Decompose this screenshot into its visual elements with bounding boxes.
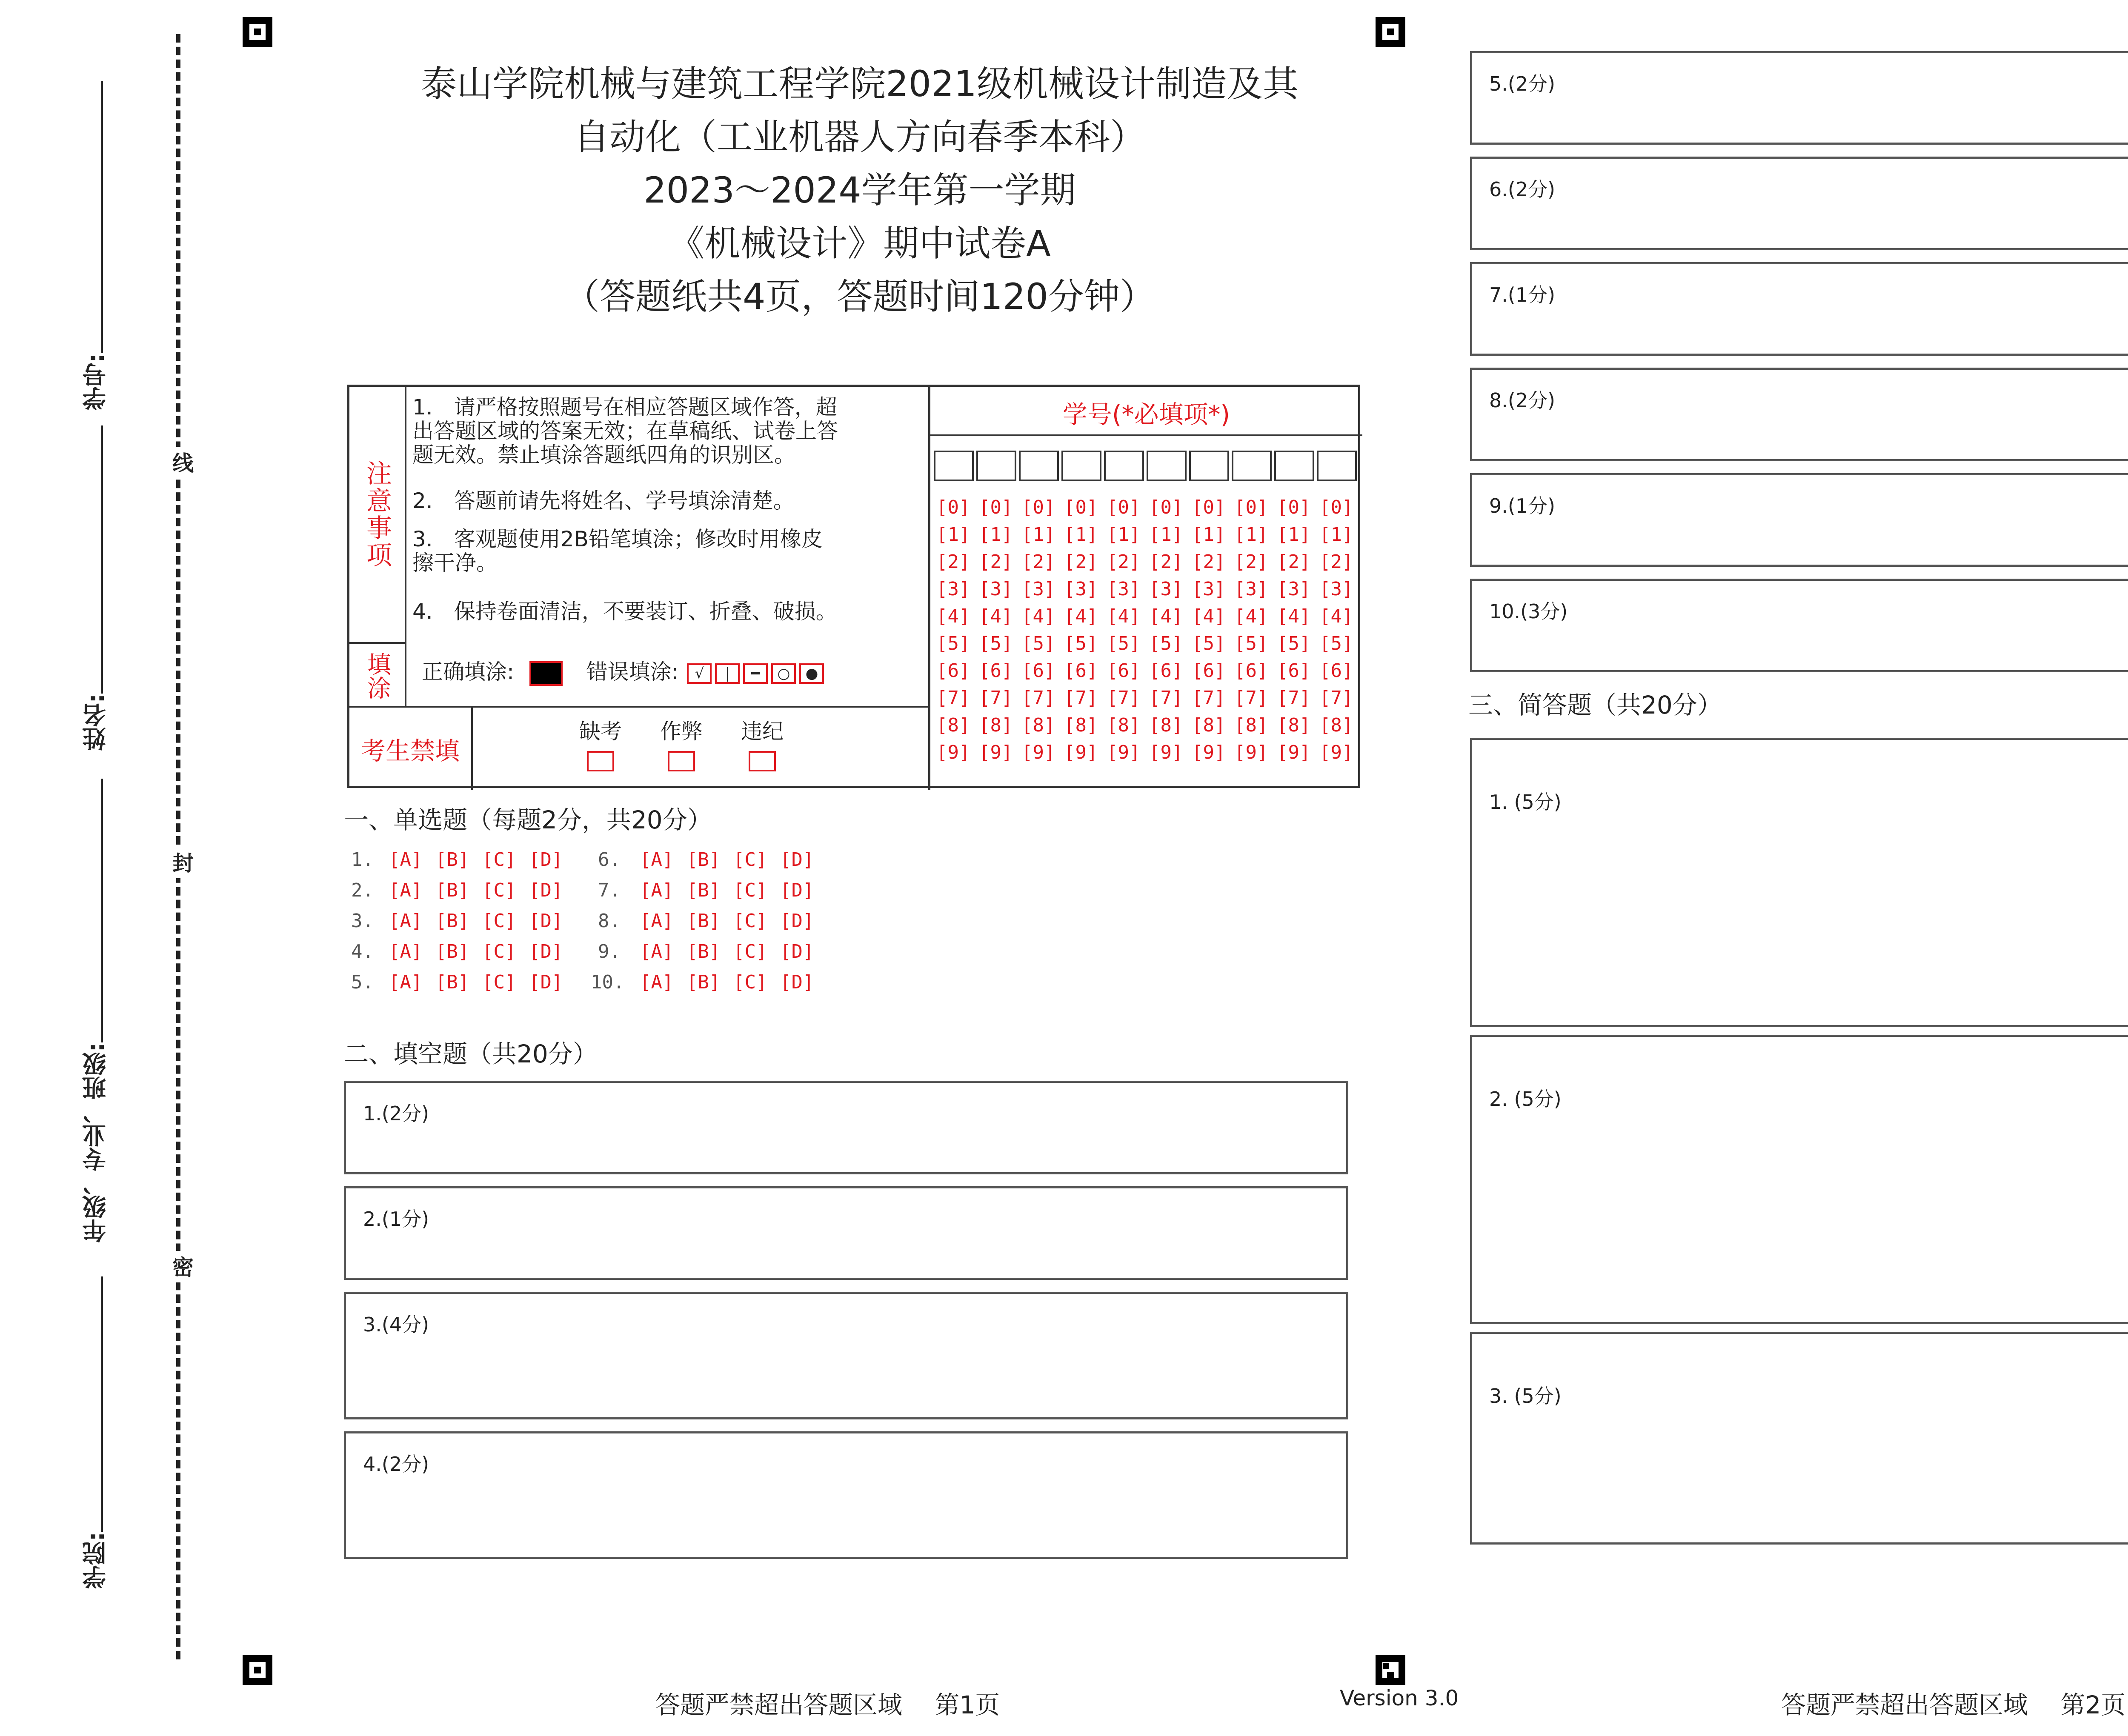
seal-mark-seal: 封 [163,847,199,878]
student-id-bubble[interactable]: [4] [979,605,1013,627]
student-id-bubble[interactable]: [6] [1234,660,1268,682]
ban-checkbox[interactable] [749,751,776,771]
answer-box-label: 8.(2分) [1489,389,1556,412]
choice-bubble[interactable]: [A] [389,910,423,932]
exam-title-line5: （答题纸共4页，答题时间120分钟） [564,276,1156,317]
student-id-bubble[interactable]: [0] [1234,497,1268,518]
choice-bubble[interactable]: [D] [780,971,814,993]
student-id-underline [930,434,1362,436]
choice-bubble[interactable]: [D] [780,879,814,901]
student-id-bubble[interactable]: [0] [1277,497,1311,518]
student-id-bubble[interactable]: [5] [1234,633,1268,654]
fill-example [422,655,826,686]
name-label: 姓名: [82,694,110,751]
student-id-bubble[interactable]: [1] [936,524,970,545]
college-label: 学院: [82,1532,110,1589]
student-id-bubble[interactable]: [1] [1064,524,1098,545]
exam-title-line2: 自动化（工业机器人方向春季本科） [573,116,1146,158]
choice-bubble[interactable]: [A] [389,971,423,993]
student-id-bubble[interactable]: [7] [1107,687,1141,709]
fill-answer-box-9[interactable] [1470,473,2128,567]
choice-bubble[interactable]: [A] [389,849,423,871]
student-id-bubble[interactable]: [2] [1277,551,1311,573]
student-id-bubble[interactable]: [3] [1149,578,1183,600]
exam-title-line3: 2023～2024学年第一学期 [644,169,1076,211]
footer-page2: 答题严禁超出答题区域 第2页 [1781,1690,2126,1719]
student-id-bubble[interactable]: [5] [1064,633,1098,654]
student-id-bubble[interactable]: [0] [1149,497,1183,518]
choice-bubble[interactable]: [B] [435,879,469,901]
student-id-bubble[interactable]: [0] [1107,497,1141,518]
student-id-bubble[interactable]: [0] [936,497,970,518]
choice-bubble[interactable]: [D] [529,910,563,932]
seal-mark-line: 线 [163,447,199,478]
ban-item-label: 违纪 [741,719,784,744]
note-item-1: 1. 请严格按照题号在相应答题区域作答，超出答题区域的答案无效；在草稿纸、试卷上答题无效。禁止填涂答题纸四角的识别区。 [412,395,838,467]
student-id-bubble[interactable]: [8] [1149,714,1183,736]
choice-bubble[interactable]: [C] [733,910,767,932]
student-id-bubble[interactable]: [1] [1149,524,1183,545]
student-id-bubble[interactable]: [3] [1234,578,1268,600]
choice-bubble[interactable]: [C] [482,971,516,993]
student-id-bubble[interactable]: [6] [1319,660,1353,682]
name-line [101,425,103,694]
fill-answer-box-3[interactable] [344,1292,1348,1419]
choice-bubble[interactable]: [B] [435,941,469,962]
student-id-bubble[interactable]: [5] [1319,633,1353,654]
wrong-mark-bar: | [715,663,740,684]
student-id-bubble[interactable]: [9] [1021,742,1055,763]
student-id-bubble[interactable]: [5] [1107,633,1141,654]
student-id-bubble[interactable]: [8] [936,714,970,736]
wrong-mark-dash: ━ [743,663,768,684]
student-id-bubble[interactable]: [0] [1064,497,1098,518]
student-id-bubble[interactable]: [1] [1319,524,1353,545]
choice-bubble[interactable]: [B] [686,971,721,993]
student-id-bubble[interactable]: [8] [1107,714,1141,736]
student-id-bubble[interactable]: [4] [936,605,970,627]
student-id-entry-cell[interactable] [1232,451,1272,481]
student-id-bubble[interactable]: [3] [1277,578,1311,600]
student-id-entry-cell[interactable] [1274,451,1314,481]
student-id-entry-cell[interactable] [976,451,1016,481]
choice-bubble[interactable]: [B] [686,849,721,871]
fill-answer-box-2[interactable] [344,1186,1348,1280]
answer-box-label: 7.(1分) [1489,283,1556,306]
fill-answer-box-5[interactable] [1470,51,2128,145]
student-id-bubble[interactable]: [1] [979,524,1013,545]
question-number: 4. [351,941,374,962]
student-id-entry-cell[interactable] [1061,451,1101,481]
wrong-fill-label: 错误填涂: [586,660,679,684]
ban-item-label: 作弊 [660,719,703,744]
answer-box-label: 5.(2分) [1489,72,1556,95]
student-id-bubble[interactable]: [4] [1021,605,1055,627]
answer-box-label: 3.(4分) [363,1313,429,1336]
answer-box-label: 4.(2分) [363,1453,429,1476]
answer-box-label: 6.(2分) [1489,178,1556,201]
student-id-bubble[interactable]: [3] [1192,578,1226,600]
fill-answer-box-8[interactable] [1470,368,2128,461]
student-id-bubble[interactable]: [8] [1021,714,1055,736]
student-id-bubble[interactable]: [6] [1149,660,1183,682]
note-item-4: 4. 保持卷面清洁，不要装订、折叠、破损。 [412,599,837,624]
student-id-entry-cell[interactable] [1104,451,1144,481]
choice-bubble[interactable]: [A] [389,879,423,901]
wrong-mark-dot: ● [799,663,824,684]
student-id-bubble[interactable]: [7] [1234,687,1268,709]
college-line [101,1276,103,1532]
fill-answer-box-4[interactable] [344,1431,1348,1559]
student-id-entry-cell[interactable] [1019,451,1059,481]
correct-fill-label: 正确填涂: [422,660,514,684]
choice-bubble[interactable]: [D] [529,971,563,993]
student-id-bubble[interactable]: [2] [1192,551,1226,573]
choice-bubble[interactable]: [A] [640,849,674,871]
student-id-bubble[interactable]: [3] [936,578,970,600]
student-id-bubble[interactable]: [7] [1149,687,1183,709]
choice-bubble[interactable]: [A] [640,879,674,901]
question-number: 5. [351,971,374,993]
answer-box-label: 3. (5分) [1489,1385,1562,1408]
section1-heading: 一、单选题（每题2分，共20分） [344,805,712,834]
student-id-bubble[interactable]: [7] [1192,687,1226,709]
student-id-bubble[interactable]: [1] [1234,524,1268,545]
answer-box-label: 10.(3分) [1489,600,1568,623]
choice-bubble[interactable]: [C] [482,941,516,962]
note-item-3: 3. 客观题使用2B铅笔填涂；修改时用橡皮擦干净。 [412,527,823,575]
ban-item-violation [741,714,784,771]
student-id-bubble[interactable]: [0] [1021,497,1055,518]
question-number: 2. [351,879,374,901]
student-id-bubble[interactable]: [5] [1192,633,1226,654]
student-id-bubble[interactable]: [6] [1192,660,1226,682]
student-id-bubble[interactable]: [8] [1234,714,1268,736]
question-number: 9. [598,941,621,962]
student-id-bubble[interactable]: [3] [1107,578,1141,600]
choice-bubble[interactable]: [C] [733,971,767,993]
corner-mark-icon [243,1655,272,1685]
class-label: 年级、专业、班级: [82,1042,110,1243]
answer-box-label: 2.(1分) [363,1208,429,1231]
wrong-mark-circle: ○ [771,663,796,684]
choice-bubble[interactable]: [D] [529,879,563,901]
class-line [101,779,103,1042]
student-id-bubble[interactable]: [5] [1277,633,1311,654]
choice-bubble[interactable]: [A] [640,941,674,962]
student-id-bubble[interactable]: [9] [1149,742,1183,763]
footer-version: Version 3.0 [1340,1686,1459,1710]
note-item-2: 2. 答题前请先将姓名、学号填涂清楚。 [412,488,795,513]
student-id-bubble[interactable]: [9] [979,742,1013,763]
choice-bubble[interactable]: [B] [435,971,469,993]
fill-answer-box-1[interactable] [344,1081,1348,1174]
answer-box-label: 9.(1分) [1489,494,1556,517]
student-id-bubble[interactable]: [9] [1319,742,1353,763]
student-id-bubble[interactable]: [5] [936,633,970,654]
corner-mark-icon [243,17,272,47]
student-id-bubble[interactable]: [2] [1064,551,1098,573]
student-id-bubble[interactable]: [9] [936,742,970,763]
choice-bubble[interactable]: [D] [529,941,563,962]
student-id-label: 学号: [82,353,110,411]
student-id-bubble[interactable]: [7] [1319,687,1353,709]
student-id-bubble[interactable]: [3] [979,578,1013,600]
ban-item-label: 缺考 [579,719,622,744]
student-id-bubble[interactable]: [7] [1277,687,1311,709]
student-id-bubble[interactable]: [3] [1064,578,1098,600]
student-id-bubble[interactable]: [0] [1192,497,1226,518]
choice-bubble[interactable]: [D] [529,849,563,871]
student-id-bubble[interactable]: [9] [1277,742,1311,763]
student-id-bubble[interactable]: [7] [1064,687,1098,709]
student-id-bubble[interactable]: [8] [1277,714,1311,736]
choice-bubble[interactable]: [C] [733,879,767,901]
student-id-bubble[interactable]: [1] [1192,524,1226,545]
question-number: 7. [598,879,621,901]
answer-box-label: 1.(2分) [363,1102,429,1125]
short-answer-box-1[interactable] [1470,738,2128,1027]
student-id-bubble[interactable]: [4] [1234,605,1268,627]
student-id-bubble[interactable]: [1] [1107,524,1141,545]
ban-item-absent [579,714,622,771]
choice-bubble[interactable]: [C] [733,941,767,962]
choice-bubble[interactable]: [C] [733,849,767,871]
student-id-bubble[interactable]: [8] [1064,714,1098,736]
student-id-bubble[interactable]: [5] [1021,633,1055,654]
section3-heading: 三、简答题（共20分） [1468,691,1722,720]
student-id-bubble[interactable]: [7] [979,687,1013,709]
choice-bubble[interactable]: [C] [482,879,516,901]
question-number: 1. [351,849,374,871]
student-id-bubble[interactable]: [6] [936,660,970,682]
student-id-bubble[interactable]: [1] [1277,524,1311,545]
student-id-bubble[interactable]: [6] [1064,660,1098,682]
notes-heading: 注意事项 [349,387,406,642]
student-id-bubble[interactable]: [0] [1319,497,1353,518]
choice-bubble[interactable]: [A] [389,941,423,962]
section2-heading: 二、填空题（共20分） [344,1039,598,1068]
choice-bubble[interactable]: [B] [686,941,721,962]
short-answer-box-2[interactable] [1470,1035,2128,1324]
student-id-bubble[interactable]: [9] [1192,742,1226,763]
student-id-bubble[interactable]: [7] [936,687,970,709]
choice-bubble[interactable]: [C] [482,910,516,932]
ban-heading: 考生禁填 [349,706,473,790]
answer-box-label: 1. (5分) [1489,791,1562,814]
student-id-bubble[interactable]: [6] [979,660,1013,682]
student-id-bubble[interactable]: [5] [979,633,1013,654]
student-id-bubble[interactable]: [6] [1021,660,1055,682]
answer-box-label: 2. (5分) [1489,1088,1562,1111]
choice-bubble[interactable]: [D] [780,941,814,962]
student-id-bubble[interactable]: [6] [1107,660,1141,682]
student-id-grid [928,387,1362,790]
short-answer-box-3[interactable] [1470,1332,2128,1545]
choice-bubble[interactable]: [B] [686,910,721,932]
student-id-bubble[interactable]: [3] [1021,578,1055,600]
student-id-bubble[interactable]: [9] [1064,742,1098,763]
fill-answer-box-6[interactable] [1470,157,2128,250]
student-id-bubble[interactable]: [5] [1149,633,1183,654]
student-id-bubble[interactable]: [9] [1107,742,1141,763]
student-id-bubble[interactable]: [9] [1234,742,1268,763]
seal-mark-secret: 密 [163,1251,199,1282]
student-id-bubble[interactable]: [2] [1319,551,1353,573]
student-id-bubble[interactable]: [1] [1021,524,1055,545]
student-id-bubble[interactable]: [8] [1192,714,1226,736]
student-id-entry-cell[interactable] [1147,451,1187,481]
student-id-bubble[interactable]: [4] [1064,605,1098,627]
student-id-bubble[interactable]: [2] [979,551,1013,573]
choice-bubble[interactable]: [C] [482,849,516,871]
student-id-bubble[interactable]: [7] [1021,687,1055,709]
student-id-bubble[interactable]: [2] [1149,551,1183,573]
corner-mark-icon [1376,1655,1405,1685]
student-id-bubble[interactable]: [2] [1107,551,1141,573]
question-number: 10. [591,971,625,993]
ban-item-cheat [660,714,703,771]
student-id-heading: 学号(*必填项*) [1062,400,1230,429]
exam-title-line1: 泰山学院机械与建筑工程学院2021级机械设计制造及其 [421,63,1299,105]
choice-bubble[interactable]: [B] [686,879,721,901]
fill-heading: 填涂 [349,642,406,708]
choice-bubble[interactable]: [B] [435,910,469,932]
student-id-bubble[interactable]: [4] [1149,605,1183,627]
footer-page1: 答题严禁超出答题区域 第1页 [655,1690,1000,1719]
student-id-entry-cell[interactable] [1317,451,1357,481]
student-id-bubble[interactable]: [0] [979,497,1013,518]
student-id-bubble[interactable]: [4] [1192,605,1226,627]
question-number: 8. [598,910,621,932]
student-id-bubble[interactable]: [4] [1319,605,1353,627]
choice-bubble[interactable]: [D] [780,910,814,932]
fill-answer-box-10[interactable] [1470,579,2128,672]
student-id-bubble[interactable]: [4] [1107,605,1141,627]
choice-bubble[interactable]: [D] [780,849,814,871]
correct-fill-mark [529,661,563,686]
student-id-bubble[interactable]: [2] [1234,551,1268,573]
student-id-bubble[interactable]: [3] [1319,578,1353,600]
choice-bubble[interactable]: [B] [435,849,469,871]
exam-title-line4: 《机械设计》期中试卷A [669,223,1051,264]
student-id-bubble[interactable]: [8] [979,714,1013,736]
question-number: 6. [598,849,621,871]
student-id-entry-cell[interactable] [1189,451,1229,481]
question-number: 3. [351,910,374,932]
student-id-line [101,81,103,353]
choice-bubble[interactable]: [A] [640,910,674,932]
student-id-bubble[interactable]: [2] [1021,551,1055,573]
ban-checkbox[interactable] [668,751,695,771]
corner-mark-icon [1376,17,1405,47]
instructions-panel [347,385,1360,788]
student-id-bubble[interactable]: [4] [1277,605,1311,627]
student-id-bubble[interactable]: [2] [936,551,970,573]
fill-answer-box-7[interactable] [1470,262,2128,356]
ban-checkbox[interactable] [587,751,614,771]
student-id-bubble[interactable]: [6] [1277,660,1311,682]
student-id-bubble[interactable]: [8] [1319,714,1353,736]
choice-bubble[interactable]: [A] [640,971,674,993]
wrong-mark-check: √ [687,663,712,684]
student-id-entry-cell[interactable] [934,451,974,481]
